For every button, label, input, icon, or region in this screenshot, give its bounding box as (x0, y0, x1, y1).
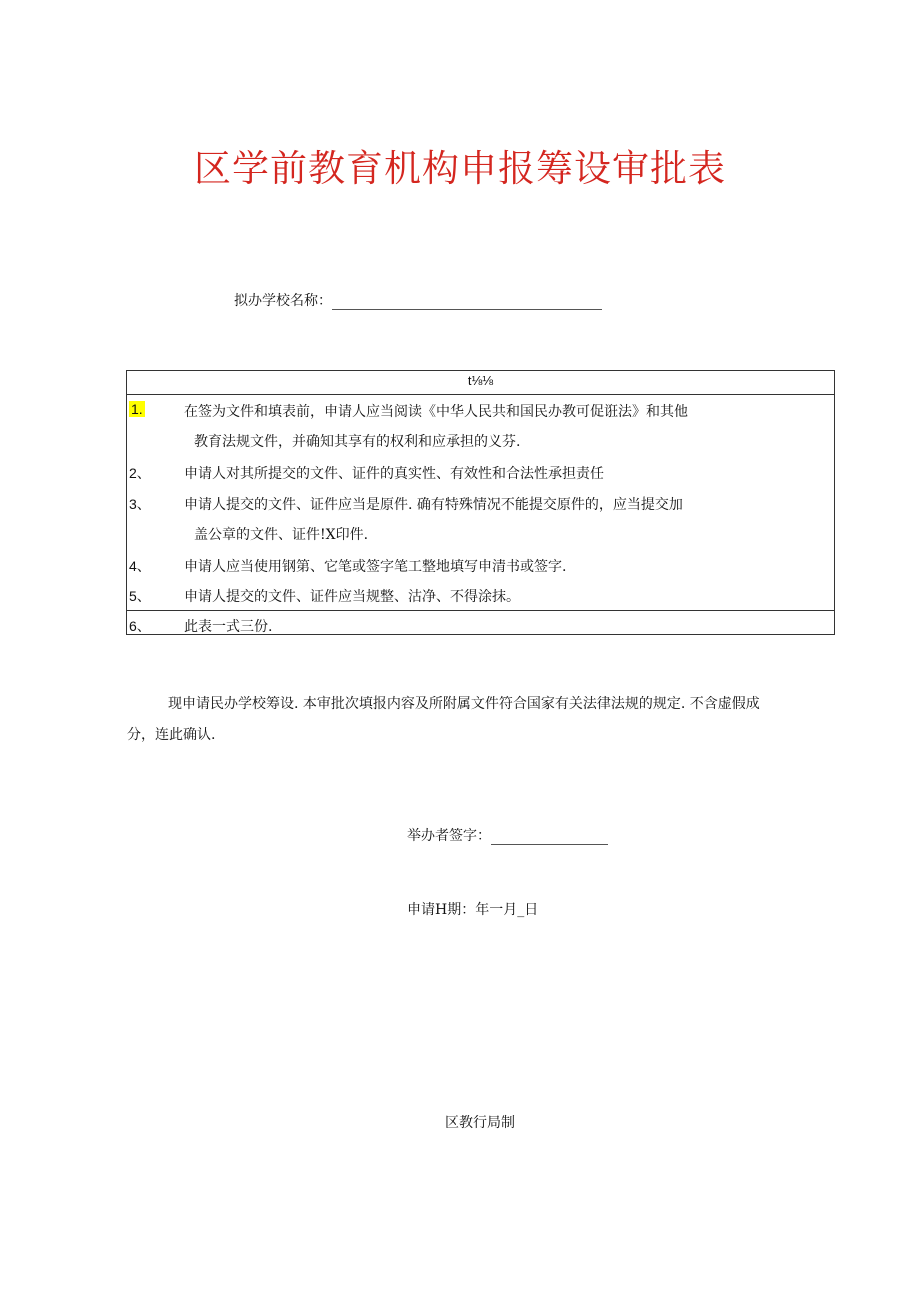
item-3-text: 申请人提交的文件、证件应当是原件. 确有特殊情况不能提交原件的，应当提交加 (184, 497, 683, 513)
item-2-text: 申请人对其所提交的文件、证件的真实性、有效性和合法性承担责任 (184, 466, 604, 482)
item-6-text: 此表一式三份. (184, 619, 273, 635)
declaration-line-1: 现申请民办学校筹设. 本审批次填报内容及所附属文件符合国家有关法律法规的规定. 不含虚假成 (168, 696, 760, 712)
notice-divider (127, 394, 834, 395)
notice-bottom-divider (127, 610, 834, 611)
item-1-number: 1. (131, 401, 143, 417)
item-3-number: 3、 (129, 496, 151, 512)
school-name-row (234, 290, 602, 310)
issuer-footer: 区教行局制 (445, 1115, 515, 1131)
item-3-text-cont: 盖公章的文件、证件!X印件. (194, 527, 369, 543)
school-name-label: 拟办学校名称： (234, 293, 332, 309)
item-5-number: 5、 (129, 588, 151, 604)
item-2-number: 2、 (129, 465, 151, 481)
item-4-text: 申请人应当使用钢第、它笔或签字笔工整地填写申清书或签字. (184, 559, 567, 575)
signature-blank[interactable] (491, 828, 608, 845)
notice-title: t⅛⅛ (467, 373, 494, 388)
item-6-number: 6、 (129, 618, 151, 634)
item-1-text-cont: 教育法规文件，并确知其享有的权利和应承担的义芬. (194, 434, 521, 450)
item-5-text: 申请人提交的文件、证件应当规整、沽净、不得涂抹。 (184, 589, 520, 605)
application-date: 申请H期：年一月_日 (407, 902, 539, 918)
item-4-number: 4、 (129, 558, 151, 574)
signature-label: 举办者签字： (407, 828, 491, 844)
notice-box (126, 370, 835, 635)
school-name-blank[interactable] (332, 293, 602, 310)
form-title: 区学前教育机构申报筹设审批表 (194, 147, 726, 190)
item-1-text: 在签为文件和填表前，申请人应当阅读《中华人民共和国民办教可促诳法》和其他 (184, 404, 688, 420)
signature-row (407, 825, 608, 845)
declaration-line-2: 分，连此确认. (127, 727, 216, 743)
